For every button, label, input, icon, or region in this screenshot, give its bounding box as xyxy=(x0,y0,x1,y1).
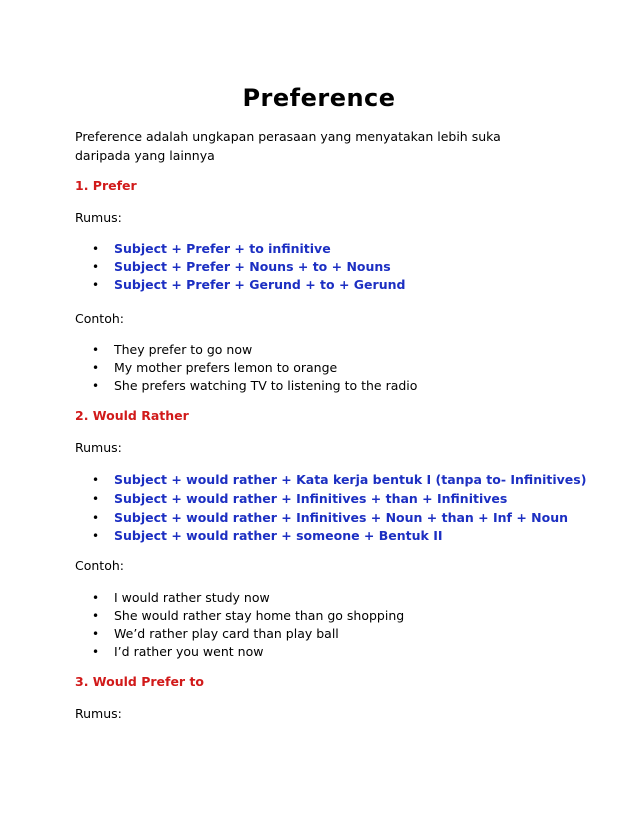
contoh-list-prefer xyxy=(92,341,417,395)
bullet-icon: • xyxy=(92,529,100,543)
contoh-label-would-rather: Contoh: xyxy=(75,558,124,573)
list-item: • We’d rather play card than play ball xyxy=(92,626,339,641)
contoh-label-prefer: Contoh: xyxy=(75,311,124,326)
list-item: • She prefers watching TV to listening to the radio xyxy=(92,378,418,393)
list-item: • Subject + would rather + someone + Bentuk II xyxy=(92,528,443,543)
list-item: • Subject + Prefer + Nouns + to + Nouns xyxy=(92,259,391,274)
bullet-icon: • xyxy=(92,492,100,506)
bullet-icon: • xyxy=(92,609,100,623)
rumus-label-prefer: Rumus: xyxy=(75,210,122,225)
rumus-list-would-rather xyxy=(92,471,586,545)
list-item: • She would rather stay home than go shopping xyxy=(92,608,405,623)
rumus-label-would-prefer-to: Rumus: xyxy=(75,706,122,721)
list-item: • Subject + would rather + Kata kerja bentuk I (tanpa to- Infinitives) xyxy=(92,472,587,487)
bullet-icon: • xyxy=(92,379,100,393)
list-item: • Subject + would rather + Infinitives + Noun + than + Inf + Noun xyxy=(92,510,569,525)
bullet-icon: • xyxy=(92,627,100,641)
bullet-icon: • xyxy=(92,473,100,487)
section-heading-would-rather: 2. Would Rather xyxy=(75,408,189,423)
bullet-icon: • xyxy=(92,511,100,525)
bullet-icon: • xyxy=(92,343,100,357)
list-item: • Subject + would rather + Infinitives + than + Infinitives xyxy=(92,491,508,506)
rumus-label-would-rather: Rumus: xyxy=(75,440,122,455)
bullet-icon: • xyxy=(92,278,100,292)
bullet-icon: • xyxy=(92,260,100,274)
section-heading-would-prefer-to: 3. Would Prefer to xyxy=(75,674,205,689)
bullet-icon: • xyxy=(92,361,100,375)
page-title: Preference xyxy=(242,84,396,112)
contoh-list-would-rather xyxy=(92,589,404,661)
intro-paragraph: Preference adalah ungkapan perasaan yang menyatakan lebih suka daripada yang lainnya xyxy=(75,129,501,163)
bullet-icon: • xyxy=(92,645,100,659)
list-item: • Subject + Prefer + Gerund + to + Gerund xyxy=(92,277,406,292)
list-item: • My mother prefers lemon to orange xyxy=(92,360,338,375)
list-item: • I’d rather you went now xyxy=(92,644,264,659)
list-item: • I would rather study now xyxy=(92,590,270,605)
section-heading-prefer: 1. Prefer xyxy=(75,178,137,193)
bullet-icon: • xyxy=(92,591,100,605)
list-item: • They prefer to go now xyxy=(92,342,253,357)
bullet-icon: • xyxy=(92,242,100,256)
rumus-list-prefer xyxy=(92,240,405,294)
list-item: • Subject + Prefer + to infinitive xyxy=(92,241,331,256)
